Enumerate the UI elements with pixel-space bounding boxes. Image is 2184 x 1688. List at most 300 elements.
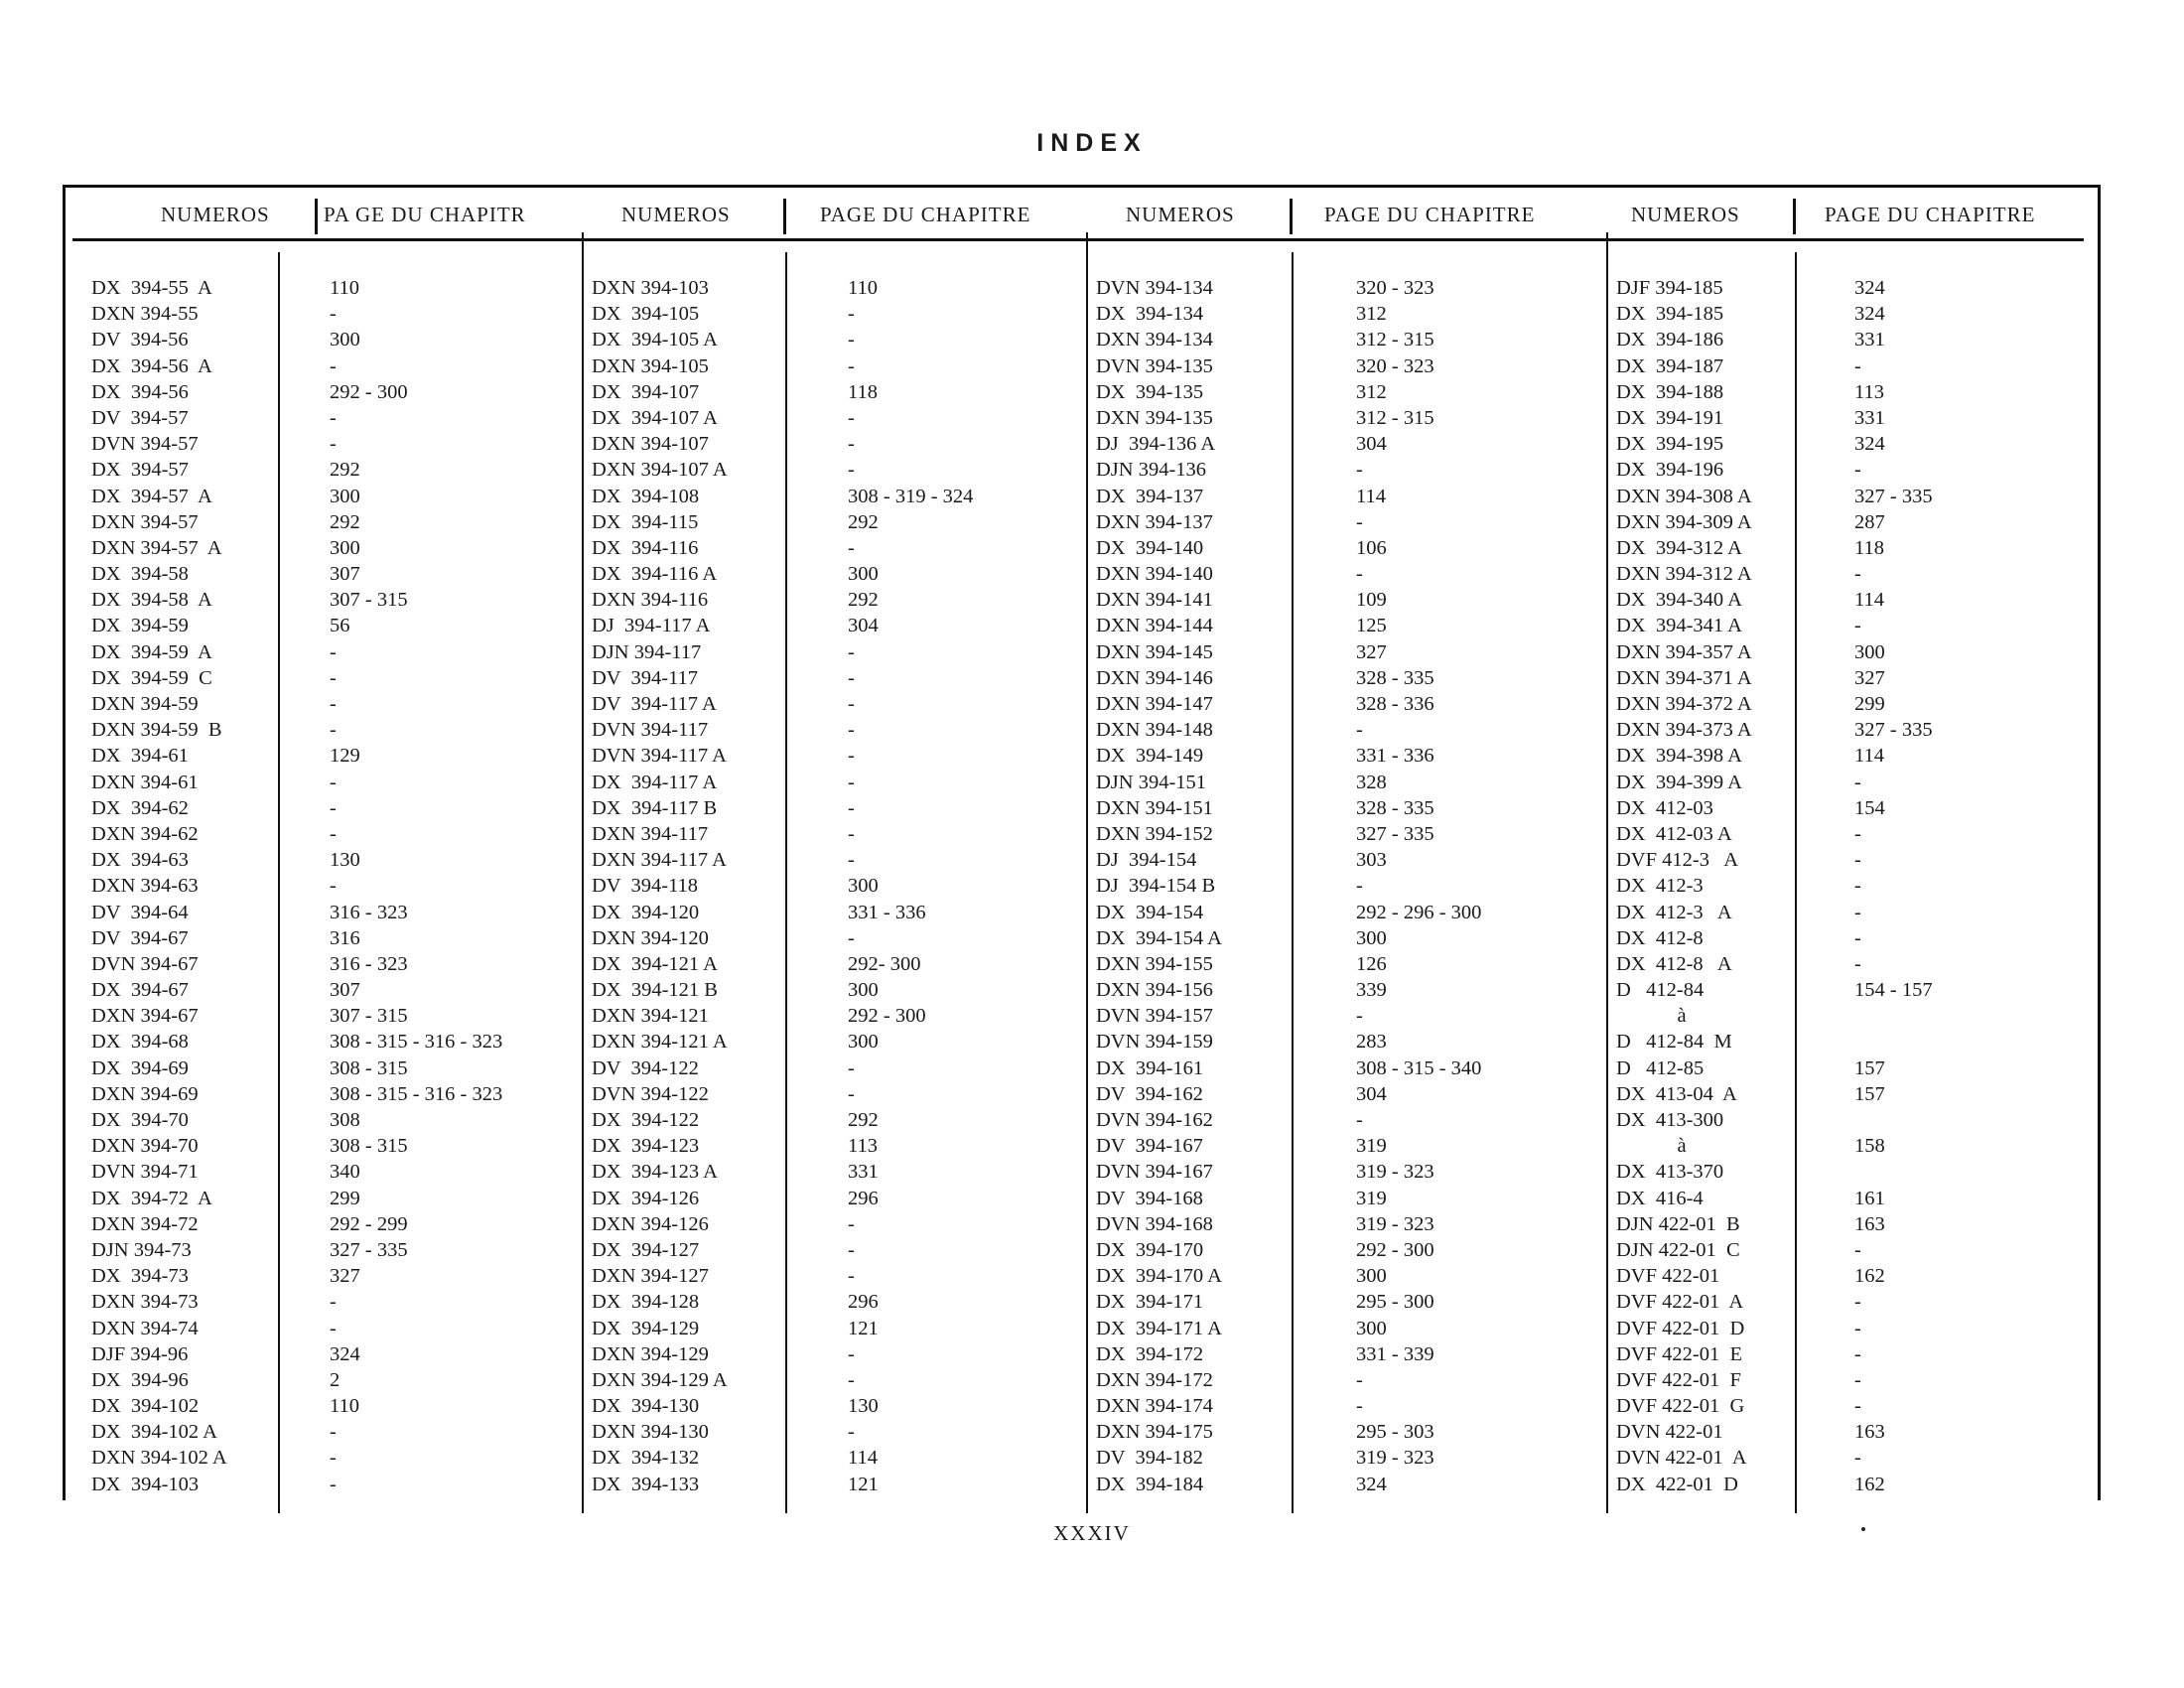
- page-du-chapitre-header: PAGE DU CHAPITRE: [1324, 203, 1536, 226]
- part-number: DXN 394-141: [1096, 589, 1213, 612]
- chapter-page: -: [848, 433, 855, 456]
- part-number: DXN 394-140: [1096, 563, 1213, 586]
- part-number: DX 394-61: [91, 745, 189, 768]
- index-row: [1616, 1421, 2093, 1447]
- chapter-page: -: [1356, 459, 1363, 482]
- part-number: DVN 422-01: [1616, 1421, 1723, 1444]
- chapter-page: 307 - 315: [330, 1005, 408, 1028]
- chapter-page: 319 - 323: [1356, 1161, 1434, 1184]
- part-number: DXN 394-61: [91, 771, 199, 793]
- part-number: DX 394-140: [1096, 536, 1204, 559]
- part-number: DXN 394-102 A: [91, 1447, 227, 1470]
- part-number: DX 394-107 A: [592, 406, 718, 429]
- part-number: DXN 394-63: [91, 875, 199, 898]
- index-row: [1616, 486, 2093, 511]
- index-row: [592, 1083, 1098, 1109]
- index-row: [1616, 1188, 2093, 1213]
- index-row: [1616, 1135, 2093, 1161]
- chapter-page: -: [848, 354, 855, 377]
- chapter-page: 300: [330, 536, 360, 559]
- part-number: DXN 394-117 A: [592, 849, 727, 872]
- header-divider: [72, 238, 2084, 241]
- part-number: DV 394-118: [592, 875, 699, 898]
- index-row: [1616, 615, 2093, 640]
- part-number: DX 394-171 A: [1096, 1317, 1222, 1339]
- chapter-page: 163: [1854, 1421, 1885, 1444]
- part-number: DX 394-188: [1616, 380, 1724, 403]
- part-number: DXN 394-155: [1096, 952, 1213, 975]
- chapter-page: 130: [848, 1395, 879, 1418]
- part-number: DX 394-129: [592, 1317, 700, 1339]
- chapter-page: -: [848, 1238, 855, 1261]
- chapter-page: 299: [1854, 693, 1885, 715]
- index-row: [1616, 1474, 2093, 1499]
- index-row: [91, 1447, 588, 1473]
- index-row: [91, 1135, 588, 1161]
- index-row: [1096, 1395, 1592, 1421]
- index-row: [592, 1474, 1098, 1499]
- part-number: DXN 394-312 A: [1616, 563, 1752, 586]
- part-number: DX 394-134: [1096, 303, 1204, 326]
- part-number: DX 394-121 B: [592, 979, 718, 1002]
- part-number: DV 394-162: [1096, 1082, 1203, 1105]
- chapter-page: -: [1356, 1005, 1363, 1028]
- index-row: [1096, 719, 1592, 745]
- part-number: DX 394-312 A: [1616, 536, 1742, 559]
- index-row: [1096, 953, 1592, 979]
- chapter-page: 300: [848, 1031, 879, 1054]
- chapter-page: -: [1356, 719, 1363, 742]
- part-number: DX 394-56: [91, 380, 189, 403]
- part-number: DX 394-72 A: [91, 1187, 212, 1209]
- index-row: [91, 615, 588, 640]
- part-number: DX 394-63: [91, 849, 189, 872]
- index-row: [592, 849, 1098, 875]
- index-row: [1096, 745, 1592, 771]
- part-number: DX 394-57 A: [91, 485, 212, 507]
- chapter-page: 292: [848, 1109, 879, 1131]
- chapter-page: -: [848, 926, 855, 949]
- index-row: [592, 303, 1098, 329]
- index-row: [91, 1318, 588, 1343]
- index-row: [592, 927, 1098, 953]
- index-row: [1616, 1031, 2093, 1056]
- chapter-page: -: [1854, 354, 1861, 377]
- index-row: [592, 772, 1098, 797]
- index-row: [592, 277, 1098, 303]
- part-number: DX 394-62: [91, 796, 189, 819]
- chapter-page: -: [848, 303, 855, 326]
- part-number: DX 394-123 A: [592, 1161, 718, 1184]
- index-row: [1616, 667, 2093, 693]
- part-number: DVN 394-57: [91, 433, 199, 456]
- index-row: [1616, 433, 2093, 459]
- chapter-page: 328 - 335: [1356, 796, 1434, 819]
- index-row: [91, 875, 588, 901]
- part-number: DX 394-96: [91, 1368, 189, 1391]
- index-row: [1616, 407, 2093, 433]
- chapter-page: -: [1854, 1238, 1861, 1261]
- chapter-page: -: [1854, 1447, 1861, 1470]
- index-row: [1616, 303, 2093, 329]
- part-number: DXN 394-59 B: [91, 719, 222, 742]
- part-number: DXN 394-105: [592, 354, 709, 377]
- chapter-page: 56: [330, 615, 350, 637]
- index-row: [1096, 355, 1592, 381]
- chapter-page: 157: [1854, 1082, 1885, 1105]
- index-row: [91, 1213, 588, 1239]
- part-number: DX 394-133: [592, 1473, 700, 1495]
- index-row: [1096, 303, 1592, 329]
- index-row: [1616, 1005, 2093, 1031]
- chapter-page: 118: [1854, 536, 1884, 559]
- chapter-page: 130: [330, 849, 360, 872]
- index-row: [1096, 1343, 1592, 1369]
- index-row: [1616, 875, 2093, 901]
- part-number: DX 416-4: [1616, 1187, 1704, 1209]
- part-number: DX 394-120: [592, 901, 700, 923]
- index-row: [1096, 1109, 1592, 1135]
- part-number: DXN 394-309 A: [1616, 510, 1752, 533]
- chapter-page: -: [1356, 510, 1363, 533]
- part-number: DX 394-161: [1096, 1056, 1204, 1079]
- part-number: DX 394-130: [592, 1395, 700, 1418]
- part-number: DX 394-398 A: [1616, 745, 1742, 768]
- chapter-page: -: [330, 1317, 337, 1339]
- part-number: DX 394-341 A: [1616, 615, 1742, 637]
- index-row: [592, 1005, 1098, 1031]
- part-number: DXN 394-147: [1096, 693, 1213, 715]
- part-number: DX 394-102: [91, 1395, 200, 1418]
- index-row: [1616, 1265, 2093, 1291]
- index-row: [592, 1265, 1098, 1291]
- chapter-page: -: [848, 329, 855, 352]
- chapter-page: 2: [330, 1368, 341, 1391]
- index-row: [1616, 1369, 2093, 1395]
- index-row: [91, 563, 588, 589]
- part-number: DV 394-182: [1096, 1447, 1203, 1470]
- part-number: DV 394-67: [91, 926, 189, 949]
- index-row: [592, 486, 1098, 511]
- index-row: [91, 772, 588, 797]
- index-row: [592, 1239, 1098, 1265]
- chapter-page: 296: [848, 1187, 879, 1209]
- part-number: DXN 394-67: [91, 1005, 199, 1028]
- part-number: DX 394-102 A: [91, 1421, 217, 1444]
- part-number: DX 394-127: [592, 1238, 700, 1261]
- chapter-page: 324: [1854, 277, 1885, 299]
- chapter-page: 319: [1356, 1187, 1387, 1209]
- index-row: [91, 329, 588, 354]
- index-row: [1096, 875, 1592, 901]
- part-number: DX 412-03 A: [1616, 822, 1732, 845]
- chapter-page: -: [330, 796, 337, 819]
- chapter-page: 300: [848, 875, 879, 898]
- index-row: [91, 823, 588, 849]
- index-row: [1616, 772, 2093, 797]
- chapter-page: -: [848, 822, 855, 845]
- part-number: DX 394-57: [91, 459, 189, 482]
- chapter-page: 307: [330, 979, 360, 1002]
- part-number: DVF 422-01 E: [1616, 1342, 1742, 1365]
- index-row: [1096, 1265, 1592, 1291]
- index-row: [91, 1057, 588, 1083]
- chapter-page: -: [1356, 875, 1363, 898]
- index-row: [592, 979, 1098, 1005]
- index-row: [1096, 511, 1592, 537]
- part-number: DV 394-167: [1096, 1135, 1203, 1158]
- index-row: [91, 589, 588, 615]
- index-row: [1096, 459, 1592, 485]
- index-row: [592, 563, 1098, 589]
- chapter-page: 331: [848, 1161, 879, 1184]
- index-row: [592, 902, 1098, 927]
- index-row: [1616, 1318, 2093, 1343]
- index-row: [1096, 1031, 1592, 1056]
- chapter-page: 331 - 336: [848, 901, 926, 923]
- index-row: [1616, 979, 2093, 1005]
- header-separator: [1793, 199, 1796, 234]
- index-row: [1616, 797, 2093, 823]
- chapter-page: 106: [1356, 536, 1387, 559]
- index-row: [91, 1239, 588, 1265]
- part-number: DXN 394-73: [91, 1291, 199, 1314]
- index-row: [592, 433, 1098, 459]
- index-row: [91, 797, 588, 823]
- header-separator: [315, 199, 318, 234]
- chapter-page: -: [330, 693, 337, 715]
- part-number: DXN 394-146: [1096, 666, 1213, 689]
- header-separator: [783, 199, 786, 234]
- chapter-page: -: [330, 303, 337, 326]
- part-number: à: [1616, 1135, 1687, 1158]
- chapter-page: 308 - 315: [330, 1056, 408, 1079]
- chapter-page: 114: [1854, 745, 1884, 768]
- chapter-page: 308 - 315 - 316 - 323: [330, 1082, 503, 1105]
- part-number: DX 394-73: [91, 1265, 189, 1288]
- chapter-page: 154: [1854, 796, 1885, 819]
- chapter-page: 114: [848, 1447, 878, 1470]
- index-row: [1616, 902, 2093, 927]
- part-number: DX 394-154 A: [1096, 926, 1222, 949]
- index-row: [1616, 1291, 2093, 1317]
- chapter-page: -: [848, 1082, 855, 1105]
- index-row: [91, 693, 588, 719]
- chapter-page: 304: [848, 615, 879, 637]
- index-row: [91, 1083, 588, 1109]
- chapter-page: -: [848, 771, 855, 793]
- chapter-page: -: [330, 875, 337, 898]
- part-number: D 412-85: [1616, 1056, 1705, 1079]
- index-row: [592, 797, 1098, 823]
- part-number: DVN 394-134: [1096, 277, 1213, 299]
- chapter-page: 292: [330, 510, 360, 533]
- index-row: [91, 355, 588, 381]
- part-number: DX 394-186: [1616, 329, 1724, 352]
- index-row: [1096, 1447, 1592, 1473]
- chapter-page: 161: [1854, 1187, 1885, 1209]
- chapter-page: -: [1854, 1291, 1861, 1314]
- index-row: [1096, 589, 1592, 615]
- chapter-page: -: [1854, 771, 1861, 793]
- chapter-page: 308 - 319 - 324: [848, 485, 974, 507]
- chapter-page: 292- 300: [848, 952, 921, 975]
- index-row: [592, 719, 1098, 745]
- part-number: DX 394-105: [592, 303, 700, 326]
- part-number: DX 394-58 A: [91, 589, 212, 612]
- chapter-page: -: [848, 1342, 855, 1365]
- index-row: [91, 1031, 588, 1056]
- index-row: [1616, 693, 2093, 719]
- part-number: DV 394-117 A: [592, 693, 717, 715]
- index-row: [592, 355, 1098, 381]
- index-row: [1616, 641, 2093, 667]
- part-number: DXN 394-151: [1096, 796, 1213, 819]
- part-number: DJN 394-136: [1096, 459, 1207, 482]
- page-du-chapitre-header: PAGE DU CHAPITRE: [1825, 203, 2036, 226]
- chapter-page: -: [848, 666, 855, 689]
- chapter-page: 339: [1356, 979, 1387, 1002]
- part-number: DV 394-57: [91, 406, 189, 429]
- index-row: [1096, 823, 1592, 849]
- part-number: DJN 422-01 B: [1616, 1212, 1740, 1235]
- chapter-page: -: [848, 1056, 855, 1079]
- index-row: [91, 511, 588, 537]
- part-number: DXN 394-59: [91, 693, 199, 715]
- chapter-page: 316: [330, 926, 360, 949]
- part-number: DX 394-116 A: [592, 563, 718, 586]
- part-number: DXN 394-57: [91, 510, 199, 533]
- part-number: DXN 394-135: [1096, 406, 1213, 429]
- part-number: DXN 394-172: [1096, 1368, 1213, 1391]
- part-number: DVN 394-167: [1096, 1161, 1213, 1184]
- index-row: [592, 693, 1098, 719]
- chapter-page: -: [848, 1368, 855, 1391]
- index-row: [1616, 1057, 2093, 1083]
- chapter-page: -: [1356, 1395, 1363, 1418]
- part-number: DXN 394-107: [592, 433, 709, 456]
- part-number: DXN 394-152: [1096, 822, 1213, 845]
- index-row: [1616, 1447, 2093, 1473]
- part-number: DX 394-55 A: [91, 277, 212, 299]
- chapter-page: 331: [1854, 329, 1885, 352]
- chapter-page: 300: [1356, 1317, 1387, 1339]
- part-number: DXN 394-371 A: [1616, 666, 1752, 689]
- chapter-page: 292 - 296 - 300: [1356, 901, 1482, 923]
- part-number: DX 394-170 A: [1096, 1265, 1222, 1288]
- index-row: [91, 277, 588, 303]
- index-row: [91, 745, 588, 771]
- index-row: [592, 511, 1098, 537]
- chapter-page: 324: [1854, 433, 1885, 456]
- chapter-page: 327 - 335: [330, 1238, 408, 1261]
- chapter-page: -: [848, 1421, 855, 1444]
- part-number: DX 394-117 B: [592, 796, 718, 819]
- index-row: [91, 927, 588, 953]
- part-number: DJF 394-185: [1616, 277, 1723, 299]
- index-row: [1096, 381, 1592, 407]
- part-number: DX 394-116: [592, 536, 699, 559]
- part-number: DX 413-370: [1616, 1161, 1724, 1184]
- index-row: [91, 1343, 588, 1369]
- part-number: DXN 394-120: [592, 926, 709, 949]
- page-du-chapitre-header: PA GE DU CHAPITR: [324, 203, 526, 226]
- index-row: [91, 667, 588, 693]
- chapter-page: 154 - 157: [1854, 979, 1933, 1002]
- index-row: [91, 1265, 588, 1291]
- part-number: DV 394-122: [592, 1056, 699, 1079]
- index-row: [592, 1343, 1098, 1369]
- chapter-page: -: [1854, 926, 1861, 949]
- chapter-page: -: [1854, 1317, 1861, 1339]
- index-row: [91, 719, 588, 745]
- part-number: DXN 394-357 A: [1616, 640, 1752, 663]
- chapter-page: 327: [330, 1265, 360, 1288]
- chapter-page: -: [330, 1291, 337, 1314]
- part-number: DVN 422-01 A: [1616, 1447, 1747, 1470]
- chapter-page: -: [848, 796, 855, 819]
- part-number: DXN 394-72: [91, 1212, 199, 1235]
- part-number: DV 394-56: [91, 329, 189, 352]
- chapter-page: 312: [1356, 380, 1387, 403]
- chapter-page: -: [1854, 1368, 1861, 1391]
- part-number: DX 394-196: [1616, 459, 1724, 482]
- index-rows: [1096, 277, 1592, 1499]
- chapter-page: 295 - 300: [1356, 1291, 1434, 1314]
- part-number: DXN 394-57 A: [91, 536, 222, 559]
- part-number: DVN 394-67: [91, 952, 199, 975]
- part-number: DXN 394-121 A: [592, 1031, 728, 1054]
- index-row: [1096, 329, 1592, 354]
- part-number: DXN 394-148: [1096, 719, 1213, 742]
- speck-mark: [1861, 1527, 1865, 1531]
- part-number: DX 394-170: [1096, 1238, 1204, 1261]
- index-row: [91, 459, 588, 485]
- index-row: [592, 329, 1098, 354]
- chapter-page: 129: [330, 745, 360, 768]
- part-number: DX 412-03: [1616, 796, 1713, 819]
- chapter-page: 340: [330, 1161, 360, 1184]
- chapter-page: -: [330, 1473, 337, 1495]
- chapter-page: 319 - 323: [1356, 1447, 1434, 1470]
- chapter-page: -: [1854, 615, 1861, 637]
- part-number: DX 412-8 A: [1616, 952, 1732, 975]
- chapter-page: 307: [330, 563, 360, 586]
- chapter-page: -: [1854, 563, 1861, 586]
- index-row: [91, 1188, 588, 1213]
- chapter-page: -: [1356, 1368, 1363, 1391]
- index-row: [1096, 1188, 1592, 1213]
- index-row: [91, 433, 588, 459]
- chapter-page: -: [848, 849, 855, 872]
- part-number: DX 394-59 A: [91, 640, 212, 663]
- chapter-page: -: [848, 1265, 855, 1288]
- chapter-page: -: [330, 1421, 337, 1444]
- chapter-page: 307 - 315: [330, 589, 408, 612]
- index-rows: [91, 277, 588, 1499]
- index-row: [91, 407, 588, 433]
- index-rows: [592, 277, 1098, 1499]
- part-number: DXN 394-55: [91, 303, 199, 326]
- part-number: DX 394-128: [592, 1291, 700, 1314]
- part-number: DJ 394-154: [1096, 849, 1197, 872]
- index-row: [592, 953, 1098, 979]
- part-number: DXN 394-137: [1096, 510, 1213, 533]
- part-number: DXN 394-129: [592, 1342, 709, 1365]
- index-row: [1616, 355, 2093, 381]
- part-number: DVN 394-135: [1096, 354, 1213, 377]
- chapter-page: -: [848, 536, 855, 559]
